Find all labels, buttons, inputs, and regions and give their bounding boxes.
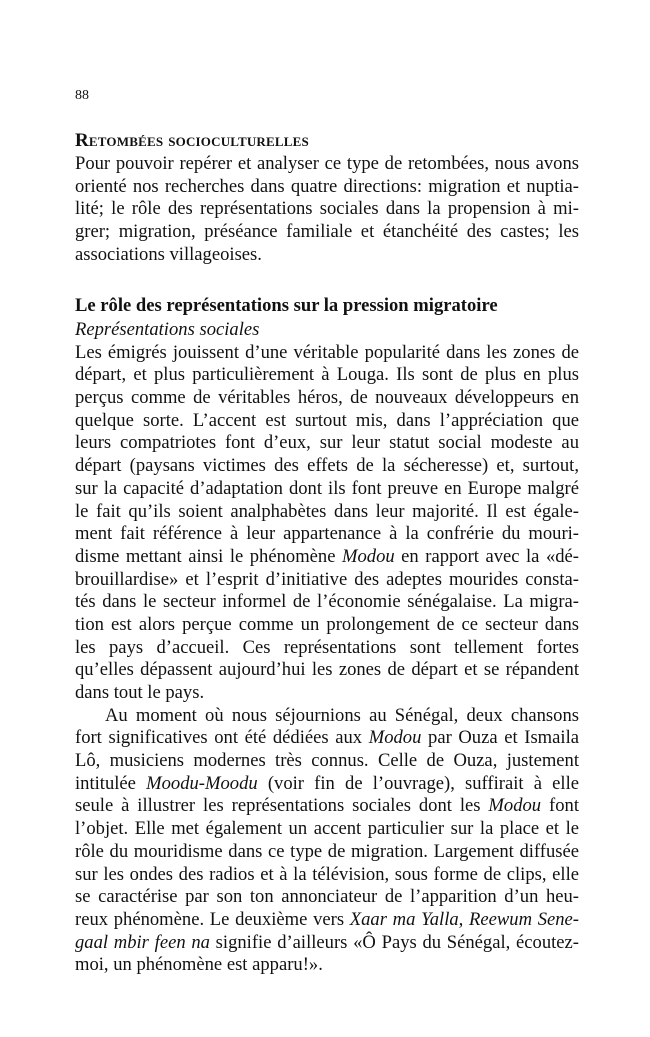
italic-text: Modou <box>488 795 542 817</box>
text-line <box>75 221 579 244</box>
text-line <box>75 387 579 410</box>
text-line <box>75 153 579 176</box>
text-segment: sur les ondes des radios et à la télévision, sous forme de clips, elle <box>75 863 579 885</box>
text-segment: seule à illustrer les représentations sociales dont les <box>75 795 489 817</box>
text-line <box>75 569 579 592</box>
italic-text: Moodu-Moodu <box>146 772 258 794</box>
text-line <box>75 198 579 221</box>
italic-text: gaal mbir feen na <box>75 931 210 953</box>
text-line <box>75 244 579 267</box>
subheading <box>75 319 579 342</box>
text-segment: Les émigrés jouissent d’une véritable popularité dans les zones de <box>75 341 579 363</box>
text-line <box>75 410 579 433</box>
text-line <box>75 637 579 660</box>
text-segment: reux phénomène. Le deuxième vers <box>75 908 350 930</box>
text-segment: se caractérise par son ton annonciateur de l’apparition d’un heu- <box>75 886 579 908</box>
text-segment: signifie d’ailleurs «Ô Pays du Sénégal, écoutez- <box>209 931 579 953</box>
text-segment: associations villageoises. <box>75 243 262 265</box>
text-line <box>75 886 579 909</box>
text-segment: (voir fin de l’ouvrage), suffirait à elle <box>257 772 580 794</box>
text-segment: font <box>541 795 579 817</box>
text-segment: perçus comme de véritables héros, de nouveaux développeurs en <box>75 387 579 409</box>
italic-text: Modou <box>341 545 395 567</box>
text-segment: Lô, musiciens modernes très connus. Celle de Ouza, justement <box>75 750 579 772</box>
text-line <box>75 932 579 955</box>
text-segment: moi, un phénomène est apparu!». <box>75 954 323 976</box>
text-segment: intitulée <box>75 772 147 794</box>
italic-text: Modou <box>368 727 422 749</box>
text-segment: disme mettant ainsi le phénomène <box>75 545 342 567</box>
text-line <box>75 954 579 977</box>
text-segment: quelque sorte. L’accent est surtout mis, dans l’appréciation que <box>75 409 579 431</box>
text-line <box>75 750 579 773</box>
text-segment: Pour pouvoir repérer et analyser ce type de retombées, nous avons <box>75 153 579 174</box>
text-segment: le fait qu’ils soient analphabètes dans leur majorité. Il est égale- <box>75 500 579 522</box>
text-line <box>75 614 579 637</box>
text-segment: tés dans le secteur informel de l’économie sénégalaise. La migra- <box>75 591 579 613</box>
text-segment: par Ouza et Ismaila <box>421 727 579 749</box>
text-line <box>75 478 579 501</box>
body-text <box>75 319 579 977</box>
text-segment: en rapport avec la «dé- <box>394 545 579 567</box>
text-segment: orienté nos recherches dans quatre directions: migration et nuptia- <box>75 175 579 197</box>
text-segment: sur la capacité d’adaptation dont ils font preuve en Europe malgré <box>75 477 579 499</box>
text-segment: leurs compatriotes font d’eux, sur leur statut social modeste au <box>75 432 579 454</box>
text-line <box>75 909 579 932</box>
text-line <box>75 864 579 887</box>
text-segment: ment fait référence à leur appartenance à la confrérie du mouri- <box>75 523 579 545</box>
text-line <box>75 591 579 614</box>
text-segment: les pays d’accueil. Ces représentations sont tellement fortes <box>75 636 579 658</box>
text-segment: dans tout le pays. <box>75 682 205 703</box>
text-line <box>75 501 579 524</box>
text-segment: grer; migration, préséance familiale et étanchéité des castes; les <box>75 221 579 243</box>
text-line <box>75 727 579 750</box>
text-line <box>75 841 579 864</box>
text-segment: brouillardise» et l’esprit d’initiative des adeptes mourides consta- <box>75 568 579 590</box>
text-segment: fort significatives ont été dédiées aux <box>75 727 369 749</box>
text-segment: qu’elles dépassent aujourd’hui les zones de départ et se répandent <box>75 659 579 681</box>
section-title: Retombées socioculturelles <box>75 130 309 151</box>
text-segment: lité; le rôle des représentations sociales dans la propension à mi- <box>75 198 579 220</box>
subsection <box>75 295 579 318</box>
text-line <box>75 176 579 199</box>
text-line <box>75 523 579 546</box>
italic-text: Xaar ma Yalla, Reewum Sene- <box>349 908 579 930</box>
text-segment: départ, et plus particulièrement à Louga. Ils sont de plus en plus <box>75 364 579 386</box>
text-line <box>75 364 579 387</box>
text-segment: Au moment où nous séjournions au Sénégal, deux chansons <box>105 704 579 726</box>
text-line <box>75 682 579 705</box>
text-line <box>75 795 579 818</box>
text-line <box>75 773 579 796</box>
text-segment: tion est alors perçue comme un prolongement de ce secteur dans <box>75 613 579 635</box>
text-line <box>75 432 579 455</box>
text-line <box>75 455 579 478</box>
text-segment: l’objet. Elle met également un accent particulier sur la place et le <box>75 818 579 840</box>
text-line <box>75 705 579 728</box>
page-number: 88 <box>75 88 89 103</box>
text-line <box>75 818 579 841</box>
text-line <box>75 659 579 682</box>
subsection-title: Le rôle des représentations sur la pression migratoire <box>75 295 498 316</box>
text-line <box>75 342 579 365</box>
intro-paragraph <box>75 153 579 266</box>
subheading-text: Représentations sociales <box>75 319 260 340</box>
text-segment: départ (paysans victimes des effets de la sécheresse) et, surtout, <box>75 455 579 477</box>
text-line <box>75 546 579 569</box>
text-segment: rôle du mouridisme dans ce type de migration. Largement diffusée <box>75 840 579 862</box>
